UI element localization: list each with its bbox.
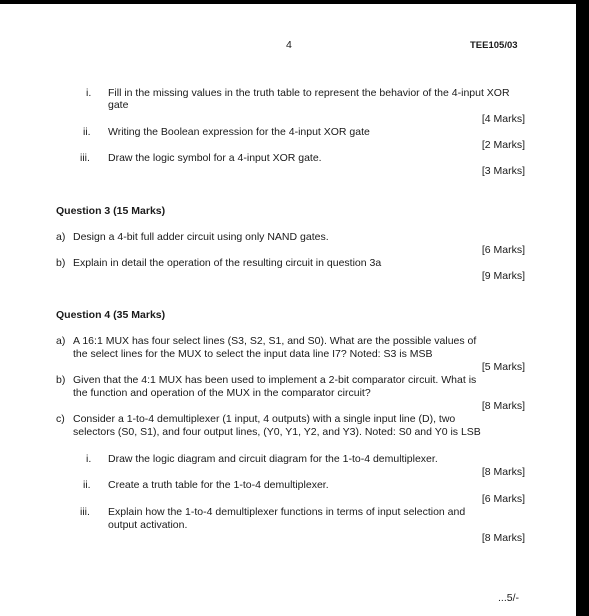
marks-label: [6 Marks]: [481, 493, 525, 505]
item-text-line: Explain how the 1-to-4 demultiplexer functions in terms of input selection and: [108, 506, 466, 518]
marks-label: [8 Marks]: [481, 400, 525, 412]
marks-label: [8 Marks]: [481, 532, 525, 544]
marks-label: [4 Marks]: [481, 113, 525, 125]
part-text-line: selectors (S0, S1), and four output lines, (Y0, Y1, Y2, and Y3). Noted: S0 and Y0 is LSB: [73, 426, 481, 438]
item-number: ii.: [83, 126, 91, 138]
question-4-title: Question 4 (35 Marks): [56, 309, 166, 321]
marks-label: [6 Marks]: [481, 244, 525, 256]
item-text: Draw the logic diagram and circuit diagram for the 1-to-4 demultiplexer.: [108, 453, 438, 465]
item-text: Create a truth table for the 1-to-4 demultiplexer.: [108, 479, 329, 491]
marks-label: [2 Marks]: [481, 139, 525, 151]
item-number: iii.: [80, 506, 90, 518]
marks-label: [8 Marks]: [481, 466, 525, 478]
part-label: b): [56, 374, 66, 386]
part-label: a): [56, 335, 66, 347]
marks-label: [9 Marks]: [481, 270, 525, 282]
page-continuation: ...5/-: [498, 592, 520, 604]
part-text-line: Consider a 1-to-4 demultiplexer (1 input, 4 outputs) with a single input line (D), two: [73, 413, 456, 425]
part-text-line: A 16:1 MUX has four select lines (S3, S2, S1, and S0). What are the possible values of: [73, 335, 477, 347]
item-text-line: output activation.: [108, 519, 188, 531]
item-number: ii.: [83, 479, 91, 491]
part-label: a): [56, 231, 66, 243]
item-number: iii.: [80, 152, 90, 164]
part-text-line: the function and operation of the MUX in the comparator circuit?: [73, 387, 371, 399]
marks-label: [3 Marks]: [481, 165, 525, 177]
marks-label: [5 Marks]: [481, 361, 525, 373]
part-text-line: Given that the 4:1 MUX has been used to implement a 2-bit comparator circuit. What is: [73, 374, 477, 386]
item-number: i.: [86, 453, 92, 465]
part-text: Explain in detail the operation of the resulting circuit in question 3a: [73, 257, 382, 269]
part-label: b): [56, 257, 66, 269]
page-number: 4: [286, 39, 292, 51]
item-number: i.: [86, 87, 92, 99]
document-page: [0, 4, 576, 616]
item-text: Draw the logic symbol for a 4-input XOR gate.: [108, 152, 322, 164]
part-text-line: the select lines for the MUX to select the input data line I7? Noted: S3 is MSB: [73, 348, 433, 360]
part-label: c): [56, 413, 65, 425]
question-3-title: Question 3 (15 Marks): [56, 205, 166, 217]
part-text: Design a 4-bit full adder circuit using only NAND gates.: [73, 231, 329, 243]
course-code: TEE105/03: [470, 40, 518, 51]
item-text: Fill in the missing values in the truth table to represent the behavior of the 4-input XOR gate: [108, 87, 510, 111]
item-text: Writing the Boolean expression for the 4-input XOR gate: [108, 126, 370, 138]
